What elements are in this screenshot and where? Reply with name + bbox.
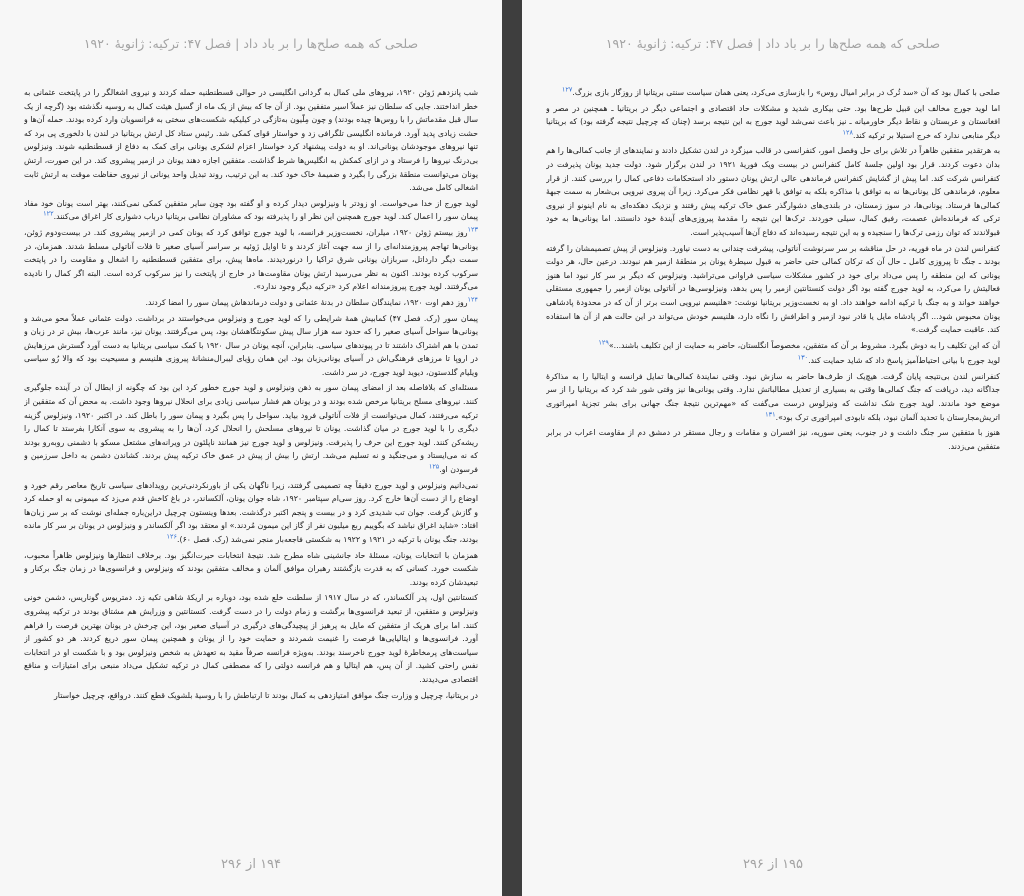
footnote-link[interactable]: ۱۳۱ xyxy=(765,410,776,419)
paragraph xyxy=(24,381,478,476)
paragraph xyxy=(546,426,1000,453)
footnote-link[interactable]: ۱۲۷ xyxy=(561,86,573,94)
page-number: ۱۹۴ از ۲۹۶ xyxy=(220,857,282,872)
paragraph-text: در بریتانیا، چرچیل و وزارت جنگ موافق امتیازدهی به کمال بودند تا ارتباطش را با روسیهٔ بلشویک قطع کنند. درواقع، چرچیل خواستار xyxy=(54,690,478,700)
paragraph xyxy=(546,370,1000,424)
footnote-link[interactable]: ۱۲۳ xyxy=(467,225,478,234)
paragraph-text: روز بیستم ژوئن ۱۹۲۰، میلران، نخست‌وزیر فرانسه، با لوید جورج توافق کرد که یونان کمی در ازمیر پیشروی کند. در بیست‌ودوم ژوئن، یونانی‌ها تهاجم پیروزمندانه‌ای را از سه جهت آغاز کردند و تا اوایل ژوئیه بر سراسر آسیای صغیر تا فلات آناتولی مسلط شدند. همزمان، در سمت دیگر دارداتل، سربازان یونانی شرق تراکیا را درنوردیدند. ماه‌ها پیش، برای متفقین قسطنطنیه را اشغال و مقاومت را در پایتخت سرکوب کرده بودند. اکنون به نظر می‌رسید ارتش یونان مقاومت‌ها در خارج از پایتخت را نیز سرکوب کرده است. البته اگر کمال را نادیده می‌گرفتند. لوید جورج پیروزمندانه اعلام کرد «ترکیه دیگر وجود ندارد». xyxy=(24,227,478,292)
paragraph xyxy=(24,197,478,224)
paragraph-text: پیمان سور (رک. فصل ۴۷) کمابیش همهٔ شرایطی را که لوید جورج و ونیزلوس می‌خواستند در برداشت. دولت عثمانی عملاً محو می‌شد و یونانی‌ها سواحل آسیای صغیر را که حدود سه هزار سال پیش سکونتگاهشان بود، پس می‌گرفتند. یونان نیز، مانند عرب‌ها، بیش تر در زبان و تمدن با هم اشتراک داشتند تا در پیوندهای سیاسی. بنابراین، آنچه یونان در سال ۱۹۲۰ با کمک سیاسی بریتانیا به دست آورد گسترش مرزهایش در اروپا تا مرزهای فرهنگی‌اش در آسیای یونانی‌زبان بود. این همان رؤیای لیبرال‌منشانهٔ پیروزی هلنیسم و مسیحیت بود که والا رُو سیاسی ویلیام گلدستون، دیوید لوید جورج، در سر داشت. xyxy=(24,313,478,377)
paragraph-text: لوید جورج از خدا می‌خواست. او زودتر با ونیزلوس دیدار کرده و او گفته بود چون سایر متفقین کمکی نمی‌کنند، بهتر است یونان خود مفاد پیمان سور را اعمال کند. لوید جورج همچنین این نظر او را پذیرفته بود که مشاوران نظامی بریتانیا درباب دشواری کار اغراق می‌کنند. xyxy=(24,198,478,222)
footnote-link[interactable]: ۱۲۶ xyxy=(166,532,178,541)
paragraph-text: مسئله‌ای که بلافاصله بعد از امضای پیمان سور به ذهن ونیزلوس و لوید جورج خطور کرد این بود که چگونه از ابطال آن در آینده جلوگیری کنند. نیروهای مسلح بریتانیا مرخص شده بودند و در یونان هم فشار سیاسی زیادی برای انحلال نیروها وجود داشت. به محض آن که متفقین از ترکیه می‌رفتند، کمال می‌توانست از فلات آناتولی فرود بیاید. سواحل را پس بگیرد و پیمان سور را باطل کند. در اکتبر ۱۹۲۰، ونیزلوس گزینه دیگری را با لوید جورج در میان گذاشت. یونان تا نیروهای مسلحش را انحلال کرد، آن‌ها را به پیشروی به سوی آنکارا بفرستد تا کمال را ریشه‌کن کنند. لوید جورج این حرف را پذیرفت. ونیزلوس و لوید جورج نیز همانند ناپلئون در ویرانه‌های مشتعل مسکو با دشمنی روبه‌رو بودند که نه می‌ایستاد و می‌جنگید و نه تسلیم می‌شد. ارتش را بیش از پیش در عمق خاک ترکیه پیش بردند. کشاندن دشمن به داخل سرزمین و فرسودن او. xyxy=(24,383,478,475)
footnote-link[interactable]: ۱۲۵ xyxy=(428,462,440,471)
paragraph xyxy=(24,549,478,590)
footnote-link[interactable]: ۱۲۲ xyxy=(43,209,54,218)
paragraph xyxy=(24,312,478,380)
paragraph xyxy=(24,226,478,294)
footnote-link[interactable]: ۱۲۸ xyxy=(842,128,853,137)
paragraph xyxy=(24,591,478,686)
paragraph-text: کنفرانس لندن در ماه فوریه، در حل مناقشه بر سر سرنوشت آناتولی، پیشرفت چندانی به دست نیاورد. ونیزلوس از پیش تصمیمشان را گرفته بودند ـ جنگ تا پیروزی کامل ـ حال آن که ترکان کمالی حتی حاضر به قبول سیطرهٔ یونان بر منطقهٔ ازمیر هم نبودند. درعین حال، هر دولت یونانی که این منطقه را پس می‌داد برای خود در کشور مشکلات سیاسی فراوانی می‌تراشید. ونیزلوس که دیگر بر سر کار نبود اما هنوز فعالیتش را می‌کرد، به لوید جورج گفته بود اگر دولت کنستانتین ازمیر را پس بدهد، ونیزلوسی‌ها در آناتولی یونان ازمیر را جمهوری مستقلی خواهند خواند و به جنگ با ترکیه ادامه خواهند داد. او به نخست‌وزیر بریتانیا نوشت: «هلنیسم نیرویی است برتر از آن که در محدودهٔ پادشاهی یونان محبوس شود... اگر پادشاه مایل یا قادر نبود ازمیر و اطرافش را نگاه دارد، هلنیسم خودش می‌تواند در این حالت هم از آن ها استفاده کند. عاقبت حمایت گرفت.» xyxy=(546,243,1000,335)
page-number: ۱۹۵ از ۲۹۶ xyxy=(742,857,804,872)
page-header: صلحی که همه صلح‌ها را بر باد داد | فصل ۴۷: ترکیه: ژانویهٔ ۱۹۲۰ xyxy=(83,36,419,51)
footnote-link[interactable]: ۱۳۰ xyxy=(797,353,809,362)
paragraph xyxy=(546,144,1000,239)
paragraph-text: شب پانزدهم ژوئن ۱۹۲۰، نیروهای ملی کمال به گردانی انگلیسی در حوالی قسطنطنیه حمله کردند و نیروی اشغالگر را در پایتخت عثمانی به خطر انداختند. جایی که سلطان نیز عملاً اسیر متفقین بود. از آن جا که بیش از یک ماه از گسیل هیئت کمال به روسیه نگذشته بود (گرچه از یک سال قبل مقدماتش را با روس‌ها چیده بودند) و چون مِلّیون به‌تازگی در کیلیکیه شکست‌های سختی به فرانسویان وارد کرده بودند. حمله آن‌ها و حشت زیادی پدید آورد. فرمانده انگلیسی تلگرافی زد و خواستار قوای کمکی شد. رئیس ستاد کل ارتش بریتانیا در لندن با دلخوری پی برد که تنها نیروهای موجودشان یونانی‌اند. او به دولت پیشنهاد کرد خواستار اعزام لشکری یونانی برای کمک به دفاع از قسطنطنیه شوند. ونیزلوس بی‌درنگ نیروها را فرستاد و در ازای کمکش به انگلیس‌ها شرط گذاشت. متفقین اجازه دهند یونان در ازمیر پیشروی کند. در این صورت، ارتش یونان می‌توانست منطقهٔ بزرگی را بگیرد و ضمیمهٔ خاک خود کند. به این ترتیب، روند تبدیل واحد یونانی از نیروی حفاظت موقت به ارتش ثابت اشغالی کامل می‌شد. xyxy=(24,88,478,193)
left-page xyxy=(0,0,502,896)
paragraph-text: هنوز با متفقین سر جنگ داشت و در جنوب، یعنی سوریه، نیز افسران و مقامات و رجال مستقر در دمشق دم از مقاومت اعراب در برابر متفقین می‌زدند. xyxy=(546,428,1000,451)
paragraph-text: روز دهم اوت ۱۹۲۰، نمایندگان سلطان در بدنهٔ عثمانی و دولت درماندهاش پیمان سور را امضا کردند. xyxy=(145,297,468,307)
paragraph xyxy=(24,86,478,195)
paragraph-text: کنفرانس لندن بی‌نتیجه پایان گرفت. هیچ‌یک از طرف‌ها حاضر به سازش نبود. وقتی نمایندهٔ کمالی‌ها تمایل فرانسه و ایتالیا را به مذاکرهٔ جداگانه دید، دریافت که جنگ کمالی‌ها وقتی به بسیاری از تعدیل مطالباتش ندارد. وقتی یونانی‌ها نیز وقتی شور شد کرد که بریتانیا را از سر موضع خود ماندند. لوید جورج شک نداشت که ونیزلوس درست می‌گفت که «مهم‌ترین نتیجهٔ جنگ جهانی برای بشر تجزیهٔ امپراتوری اتریش‌مجارستان با تحدید آلمان نبود، بلکه نابودی امپراتوری ترک بود». xyxy=(546,371,1000,422)
page-gutter xyxy=(502,0,522,896)
paragraph xyxy=(24,296,478,310)
paragraph-text: صلحی با کمال بود که آن «سد تُرک در برابر امیال روس» را بازسازی می‌کرد، یعنی همان سیاست سنتی بریتانیا از روزگار بازی بزرگ. xyxy=(572,88,1000,97)
paragraph-text: لوید جورج با بیانی احتیاط‌آمیز پاسخ داد که شاید حمایت کند. xyxy=(808,356,1000,366)
paragraph xyxy=(546,86,1000,100)
footnote-link[interactable]: ۱۲۹ xyxy=(598,338,609,347)
paragraph-text: همزمان با انتخابات یونان، مسئلهٔ حاد جانشینی شاه مطرح شد. نتیجهٔ انتخابات حیرت‌انگیز بود. برخلاف انتظارها ونیزلوس ظاهراً محبوب، شکست خورد. کسانی که به قدرت بازگشتند رهبران موافق آلمان و مخالف متفقین بودند که ونیزلوس و فرانسوی‌ها در زمان جنگ برکنار و تبعیدشان کرده بودند. xyxy=(24,550,478,587)
paragraph xyxy=(546,354,1000,368)
paragraph-text: نمی‌دانیم ونیزلوس و لوید جورج دقیقاً چه تصمیمی گرفتند، زیرا ناگهان یکی از باورنکردنی‌ترین رویدادهای سیاسی تاریخ معاصر رقم خورد و اوضاع را از دست آن‌ها خارج کرد. روز سی‌ام سپتامبر ۱۹۲۰، شاه جوان یونان، آلکساندر، در باغ کاخش قدم می‌زد که میمونی به او حمله کرد و گازش گرفت. جوان تب شدیدی کرد و در بیست و پنجم اکتبر درگذشت. بعدها وینستون چرچیل دراین‌باره جمله‌ای نوشت که بر سر زبان‌ها افتاد: «شاید اغراق نباشد که بگوییم ربع میلیون نفر از گاز این میمون مُردند.» او معتقد بود اگر آلکساندر و ونیزلوس در یونان بر سر کار مانده بودند، جنگ یونان با ترکیه در ۱۹۲۱ و ۱۹۲۲ به شکستی فاجعه‌بار منجر نمی‌شد (رک. فصل ۶۰). xyxy=(24,480,478,544)
paragraph xyxy=(24,479,478,547)
paragraph xyxy=(546,339,1000,353)
page-body xyxy=(24,86,478,806)
paragraph xyxy=(546,242,1000,337)
paragraph-text: آن که این تکلیف را به دوش بگیرد. مشروط بر آن که متفقین، مخصوصاً انگلستان، حاضر به حمایت از این تکلیف باشند...» xyxy=(608,340,1000,350)
right-page xyxy=(522,0,1024,896)
page-body xyxy=(546,86,1000,806)
paragraph-text: اما لوید جورج مخالف این قبیل طرح‌ها بود. حتی بیکاری شدید و مشکلات حاد اقتصادی و اجتماعی دیگر در بریتانیا ـ همچنین در مصر و افغانستان و عربستان و نقاط دیگر خاورمیانه ـ نیز باعث نمی‌شد لوید جورج به این نتیجه برسد (چنان که چرچیل نتیجه گرفته بود) که بریتانیا دیگر منابعی ندارد که خرج استیلا بر ترکیه کند. xyxy=(546,103,1000,140)
paragraph-text: به هرتقدیر متفقین ظاهراً در تلاش برای حل وفصل امور، کنفرانسی در قالب میزگرد در لندن تشکیل دادند و نمایندهای از جانب کمالی‌ها را هم بدان دعوت کردند. قرار بود اولین جلسهٔ کامل کنفرانس در بیست ویک فوریهٔ ۱۹۲۱ در لندن برگزار شود. دولت جدید یونان پذیرفت در کنفرانس شرکت کند. اما پیش از گشایش کنفرانس فرماندهی عالی ارتش یونان دستور داد استحکامات دفاعی کمال را بررسی کنند. از قرار معلوم، فرماندهی کل یونانی‌ها نه به توافق با مذاکره بلکه به توافق با قهر نظامی فکر می‌کرد. زیرا آن پیروی نیرویی بی‌شعار به سمت جبههٔ کمالی‌ها فرستاد. یونانی‌ها، در سوز زمستان، در بلندی‌های دشوارگذر عمق خاک ترکیه پیش رفتند و نزدیک دهکده‌ای به نام اینونو از نیروی ترکی که فرمانده‌اش عصمت، رفیق کمال، سیلی خوردند. ترک‌ها این نتیجه را مقدمهٔ پیروزی‌های آیندهٔ خود دانستند. اما یونانی‌ها به خود قبولاندند که توان رزمی ترک‌ها را سنجیده و به این نتیجه رسیده‌اند که دفاع آن‌ها آسیب‌پذیر است. xyxy=(546,146,1000,237)
paragraph-text: کنستانتین اول، پدر آلکساندر، که در سال ۱۹۱۷ از سلطنت خلع شده بود، دوباره بر اریکهٔ شاهی تکیه زد. دمتریوس گوناریس، دشمن خونی ونیزلوس و متفقین، از تبعید فرانسوی‌ها برگشت و زمام دولت را در دست گرفت. کنستانتین و وزرایش هم مشتاق بودند در ترکیه پیشروی کنند. اما برای هریک از متفقین که مایل به پرهیز از پیچیدگی‌های درگیری در آسیای صغیر بود، این چرخش در یونان بهترین فرصت را فراهم آورد. فرانسوی‌ها و ایتالیایی‌ها فرصت را غنیمت شمردند و حمایت خود را از یونان و همچنین پیمان سور دریغ کردند. هر دو کشور از سیاست‌های پرمخاطرهٔ لوید جورج ناخرسند بودند. به‌ویژه فرانسه صرفاً مقید به تعهدش به شخص ونیزلوس بود و با شکست او در انتخابات نفس راحتی کشید. از آن پس، هم ایتالیا و هم فرانسه دولتی را که مصطفی کمال در ترکیه تشکیل می‌داد منبعی برای امتیازات و منافع اقتصادی می‌دیدند. xyxy=(24,593,478,684)
footnote-link[interactable]: ۱۲۴ xyxy=(467,295,478,304)
page-header: صلحی که همه صلح‌ها را بر باد داد | فصل ۴۷: ترکیه: ژانویهٔ ۱۹۲۰ xyxy=(605,36,941,51)
paragraph xyxy=(546,102,1000,143)
paragraph xyxy=(24,689,478,703)
